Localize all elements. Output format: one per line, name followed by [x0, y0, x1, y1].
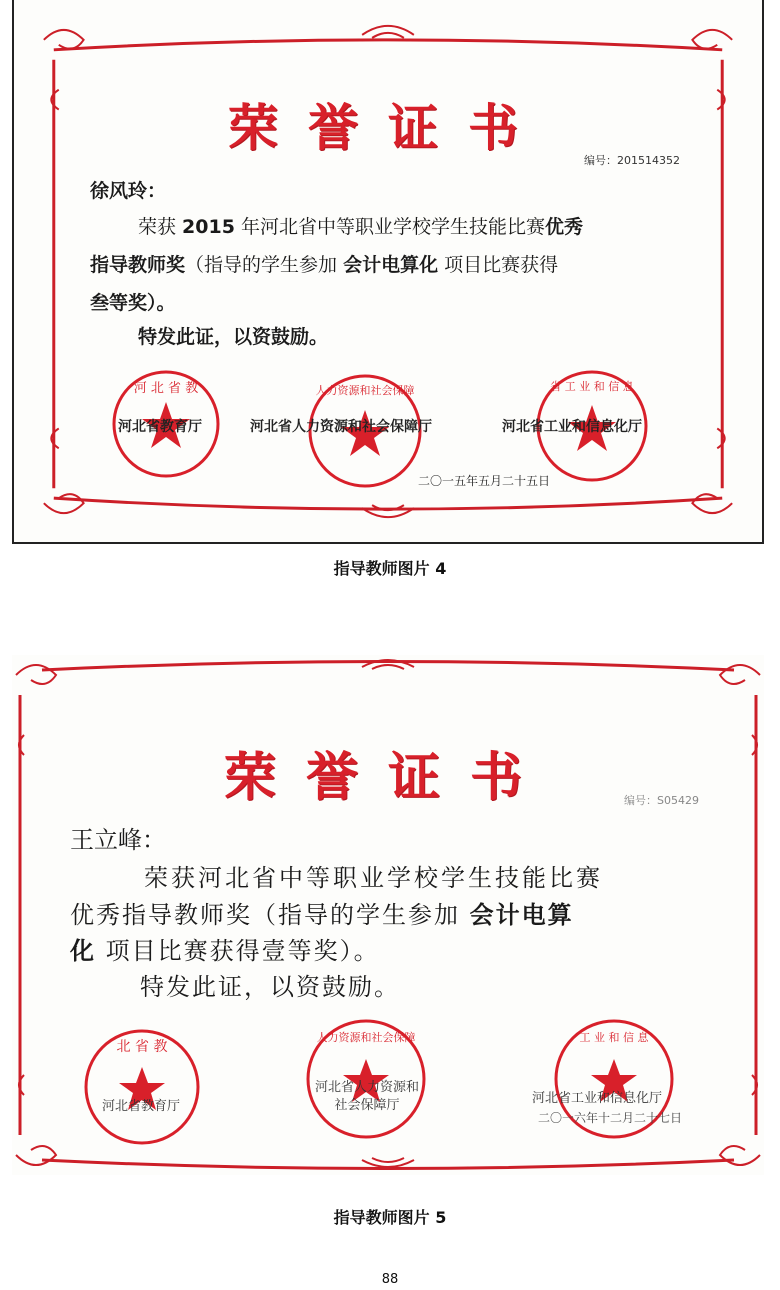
award-year: 2015 — [182, 216, 235, 238]
certificate-image-2 — [12, 655, 764, 1175]
issuer-2: 河北省人力资源和社会保障厅 — [314, 1080, 419, 1113]
svg-text:北 省 教: 北 省 教 — [116, 1039, 168, 1055]
issuer-3: 河北省工业和信息化厅 — [532, 1091, 663, 1106]
competition-item: 会计电算化 — [343, 254, 439, 276]
award-text-line-2 — [70, 895, 574, 930]
issuer-3: 河北省工业和信息化厅 — [502, 419, 642, 435]
closing-text: 特发此证，以资鼓励。 — [140, 973, 400, 1001]
award-level: 叁等奖）。 — [90, 292, 176, 314]
award-text: 荣获河北省中等职业学校学生技能比赛 — [144, 864, 603, 892]
figure-caption-2: 指导教师图片 5 — [333, 1208, 447, 1227]
svg-text:人力资源和社会保障: 人力资源和社会保障 — [315, 384, 415, 397]
certificate-title: 荣誉证书 — [228, 98, 548, 157]
issuer-2: 河北省人力资源和社会保障厅 — [250, 419, 432, 435]
award-text-line-1 — [144, 858, 603, 893]
issuer-1: 河北省教育厅 — [118, 419, 202, 435]
award-name: 指导教师奖 — [90, 254, 186, 276]
svg-text:省 工 业 和 信 息: 省 工 业 和 信 息 — [550, 380, 634, 393]
figure-caption-1: 指导教师图片 4 — [333, 559, 447, 578]
svg-text:河 北 省 教: 河 北 省 教 — [133, 381, 199, 396]
award-text: 优秀指导教师奖（指导的学生参加 — [70, 901, 470, 929]
recipient-name: 王立峰： — [70, 826, 166, 854]
award-text-line-2 — [90, 250, 558, 277]
award-text-bold: 优秀 — [544, 216, 583, 238]
award-text: 年河北省中等职业学校学生技能比赛 — [234, 216, 545, 238]
recipient-name: 徐风玲： — [90, 180, 167, 202]
svg-text:工 业 和 信 息: 工 业 和 信 息 — [579, 1031, 649, 1044]
page-number: 88 — [381, 1272, 399, 1287]
competition-item: 会计电算 — [469, 900, 574, 929]
certificate-image-1 — [12, 0, 764, 544]
svg-text:人力资源和社会保障: 人力资源和社会保障 — [316, 1031, 416, 1044]
certificate-serial-number: 编号：S05429 — [624, 794, 699, 807]
issue-date: 二〇一六年十二月二十七日 — [538, 1111, 683, 1125]
closing-text: 特发此证，以资鼓励。 — [138, 326, 329, 348]
certificate-serial-number: 编号：201514352 — [584, 154, 680, 167]
award-text: （指导的学生参加 — [185, 254, 344, 276]
official-seal-1 — [82, 1027, 202, 1147]
award-text-line-1 — [138, 212, 583, 239]
competition-item: 化 — [70, 936, 96, 965]
award-text-line-3 — [90, 288, 176, 315]
award-text: 项目比赛获得壹等奖）。 — [96, 937, 380, 965]
certificate-title: 荣誉证书 — [223, 747, 552, 808]
award-text: 荣获 — [138, 216, 183, 238]
award-text: 项目比赛获得 — [438, 254, 559, 276]
issue-date: 二〇一五年五月二十五日 — [418, 474, 551, 488]
issuer-1: 河北省教育厅 — [102, 1099, 181, 1114]
award-text-line-3 — [70, 931, 380, 966]
